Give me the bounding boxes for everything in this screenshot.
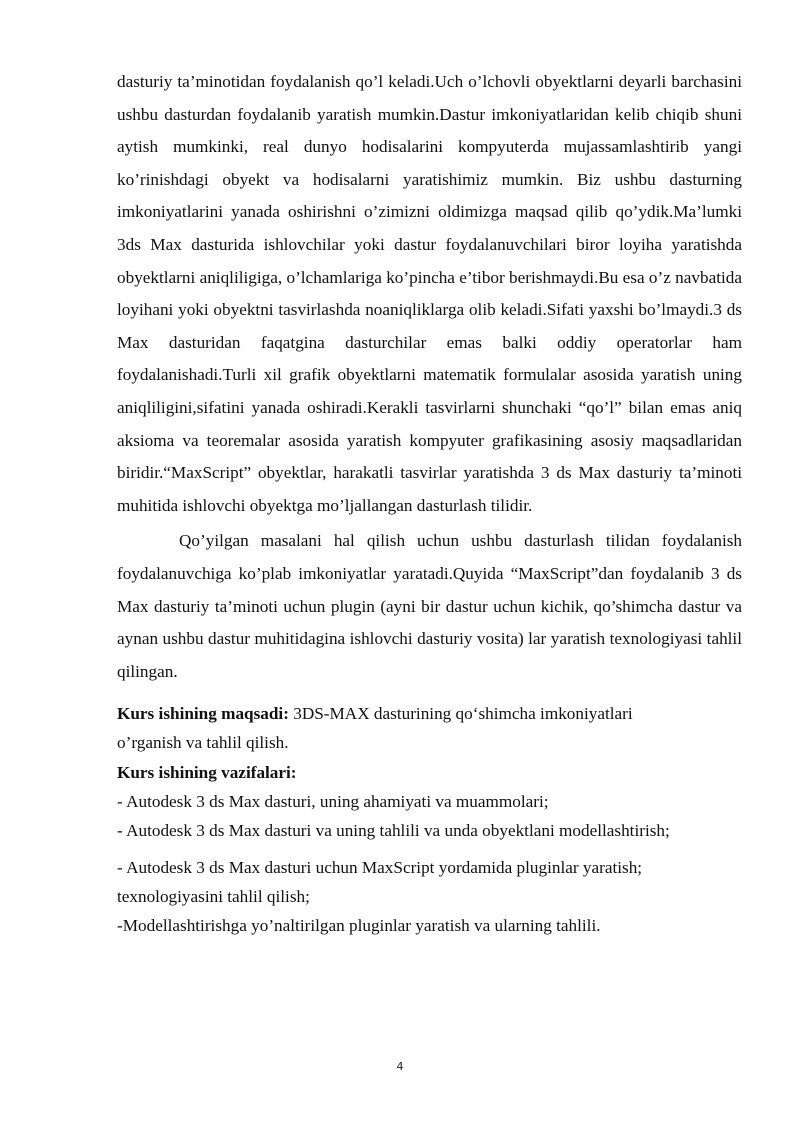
body-paragraph-1: dasturiy ta’minotidan foydalanish qo’l keladi.Uch o’lchovli obyektlarni deyarli barchasini ushbu dasturdan foydalanib yaratish mumkin.Dastur imkoniyatlaridan kelib chiqib shuni aytish mumkinki, real dunyo hodisalarini kompyuterda mujassamlashtirib yangi ko’rinishdagi obyekt va hodisalarni yaratishimiz mumkin. Biz ushbu dasturning imkoniyatlarini yanada oshirishni o’zimizni oldimizga maqsad qilib qo’ydik.Ma’lumki 3ds Max dasturida ishlovchilar yoki dastur foydalanuvchilari biror loyiha yaratishda obyektlarni aniqliligiga, o’lchamlariga ko’pincha e’tibor berishmaydi.Bu esa o’z navbatida loyihani yoki obyektni tasvirlashda noaniqliklarga olib keladi.Sifati yaxshi bo’lmaydi.3 ds Max dasturidan faqatgina dasturchilar emas balki oddiy operatorlar ham foydalanishadi.Turli xil grafik obyektlarni matematik formulalar asosida yaratish uning aniqliligini,sifatini yanada oshiradi.Kerakli tasvirlarni shunchaki “qo’l” bilan emas aniq aksioma va teoremalar asosida yaratish kompyuter grafikasining asosiy maqsadlaridan biridir.“MaxScript” obyektlar, harakatli tasvirlar yaratishda 3 ds Max dasturiy ta’minoti muhitida ishlovchi obyektga mo’ljallangan dasturlash tilidir. — [117, 72, 742, 515]
task-item: - Autodesk 3 ds Max dasturi, uning ahamiyati va muammolari; — [117, 792, 549, 812]
task-item: texnologiyasini tahlil qilish; — [117, 887, 310, 907]
course-goal-label: Kurs ishining maqsadi: — [117, 704, 289, 724]
course-tasks-label: Kurs ishining vazifalari: — [117, 763, 297, 783]
course-goal-text-line1: 3DS-MAX dasturining qo‘shimcha imkoniyatlari — [293, 704, 633, 724]
course-goal-text-line2: o’rganish va tahlil qilish. — [117, 733, 289, 753]
task-item: -Modellashtirishga yo’naltirilgan pluginlar yaratish va ularning tahlili. — [117, 916, 601, 936]
course-goal — [117, 699, 742, 757]
page-number: 4 — [396, 1060, 404, 1073]
document-page — [117, 66, 742, 940]
task-item: - Autodesk 3 ds Max dasturi va uning tahlili va unda obyektlani modellashtirish; — [117, 821, 670, 841]
body-paragraph-2: Qo’yilgan masalani hal qilish uchun ushbu dasturlash tilidan foydalanish foydalanuvchiga ko’plab imkoniyatlar yaratadi.Quyida “MaxScript”dan foydalanib 3 ds Max dasturiy ta’minoti uchun plugin (ayni bir dastur uchun kichik, qo’shimcha dastur va aynan ushbu dastur muhitidagina ishlovchi dasturiy vosita) lar yaratish texnologiyasi tahlil qilingan. — [117, 531, 742, 681]
task-item: - Autodesk 3 ds Max dasturi uchun MaxScript yordamida pluginlar yaratish; — [117, 858, 643, 878]
course-tasks-heading — [117, 758, 742, 787]
